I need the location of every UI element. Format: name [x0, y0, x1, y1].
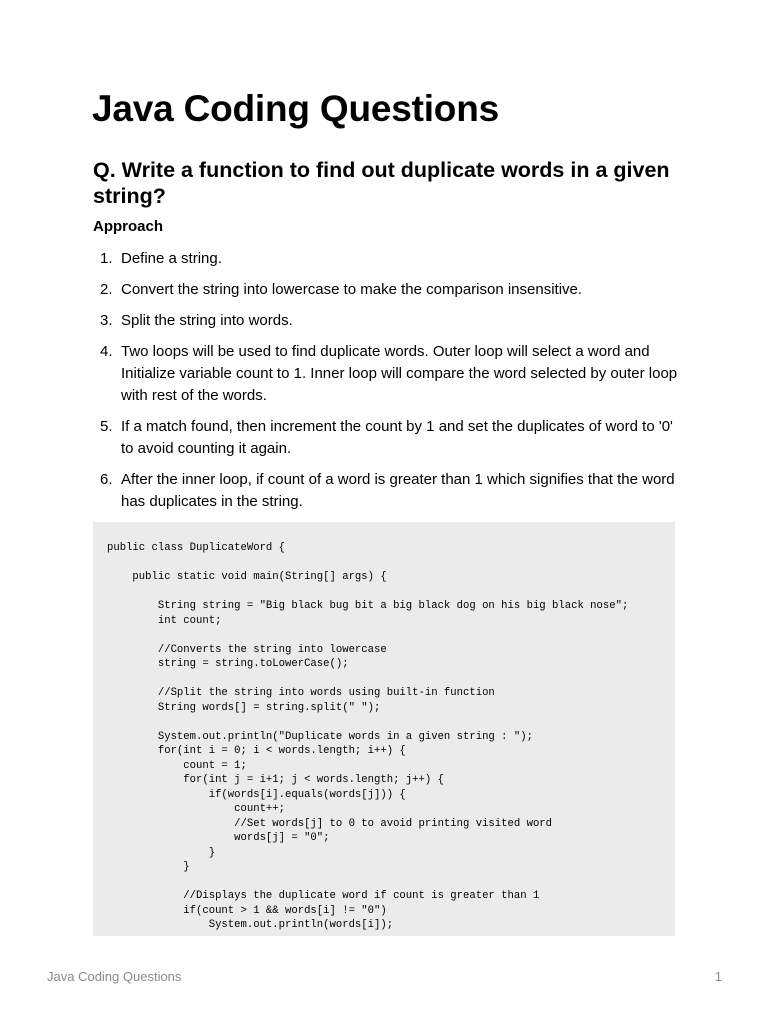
approach-steps-list	[93, 248, 683, 522]
step-number: 3.	[100, 312, 113, 329]
step-text: After the inner loop, if count of a word is greater than 1 which signifies that the word has duplicates in the string.	[121, 471, 675, 510]
document-title: Java Coding Questions	[92, 88, 499, 129]
step-text: Two loops will be used to find duplicate words. Outer loop will select a word and Initialize variable count to 1. Inner loop will compare the word selected by outer loop with rest of the words.	[121, 343, 678, 404]
footer-page-number: 1	[714, 969, 722, 984]
approach-step	[93, 248, 683, 270]
approach-step	[93, 310, 683, 332]
code-block	[93, 522, 675, 936]
step-number: 2.	[100, 281, 113, 298]
step-text: If a match found, then increment the count by 1 and set the duplicates of word to '0' to avoid counting it again.	[121, 418, 673, 457]
step-text: Split the string into words.	[121, 312, 293, 329]
step-number: 4.	[100, 343, 113, 360]
approach-step	[93, 469, 683, 513]
step-number: 1.	[100, 250, 113, 267]
step-text: Define a string.	[121, 250, 222, 267]
approach-step	[93, 279, 683, 301]
step-number: 6.	[100, 471, 113, 488]
question-heading: Q. Write a function to find out duplicate words in a given string?	[93, 158, 670, 208]
footer-document-title: Java Coding Questions	[47, 969, 182, 984]
approach-step	[93, 341, 683, 407]
step-text: Convert the string into lowercase to make the comparison insensitive.	[121, 281, 583, 298]
approach-step	[93, 416, 683, 460]
approach-heading: Approach	[93, 218, 164, 235]
java-code: public class DuplicateWord { public static void main(String[] args) { String string = "Big black bug bit a big black dog on his big black nose"; int count; //Converts the string into lowercase string = string.toLowerCase(); //Split the string into words using built-in function String words[] = string.split(" "); System.out.println("Duplicate words in a given string : "); for(int i = 0; i < words.length; i++) { count = 1; for(int j = i+1; j < words.length; j++) { if(words[i].equals(words[j])) { count++; //Set words[j] to 0 to avoid printing visited word words[j] = "0"; } } //Displays the duplicate word if count is greater than 1 if(count > 1 && words[i] != "0") System.out.println(words[i]);	[107, 542, 629, 931]
step-number: 5.	[100, 418, 113, 435]
